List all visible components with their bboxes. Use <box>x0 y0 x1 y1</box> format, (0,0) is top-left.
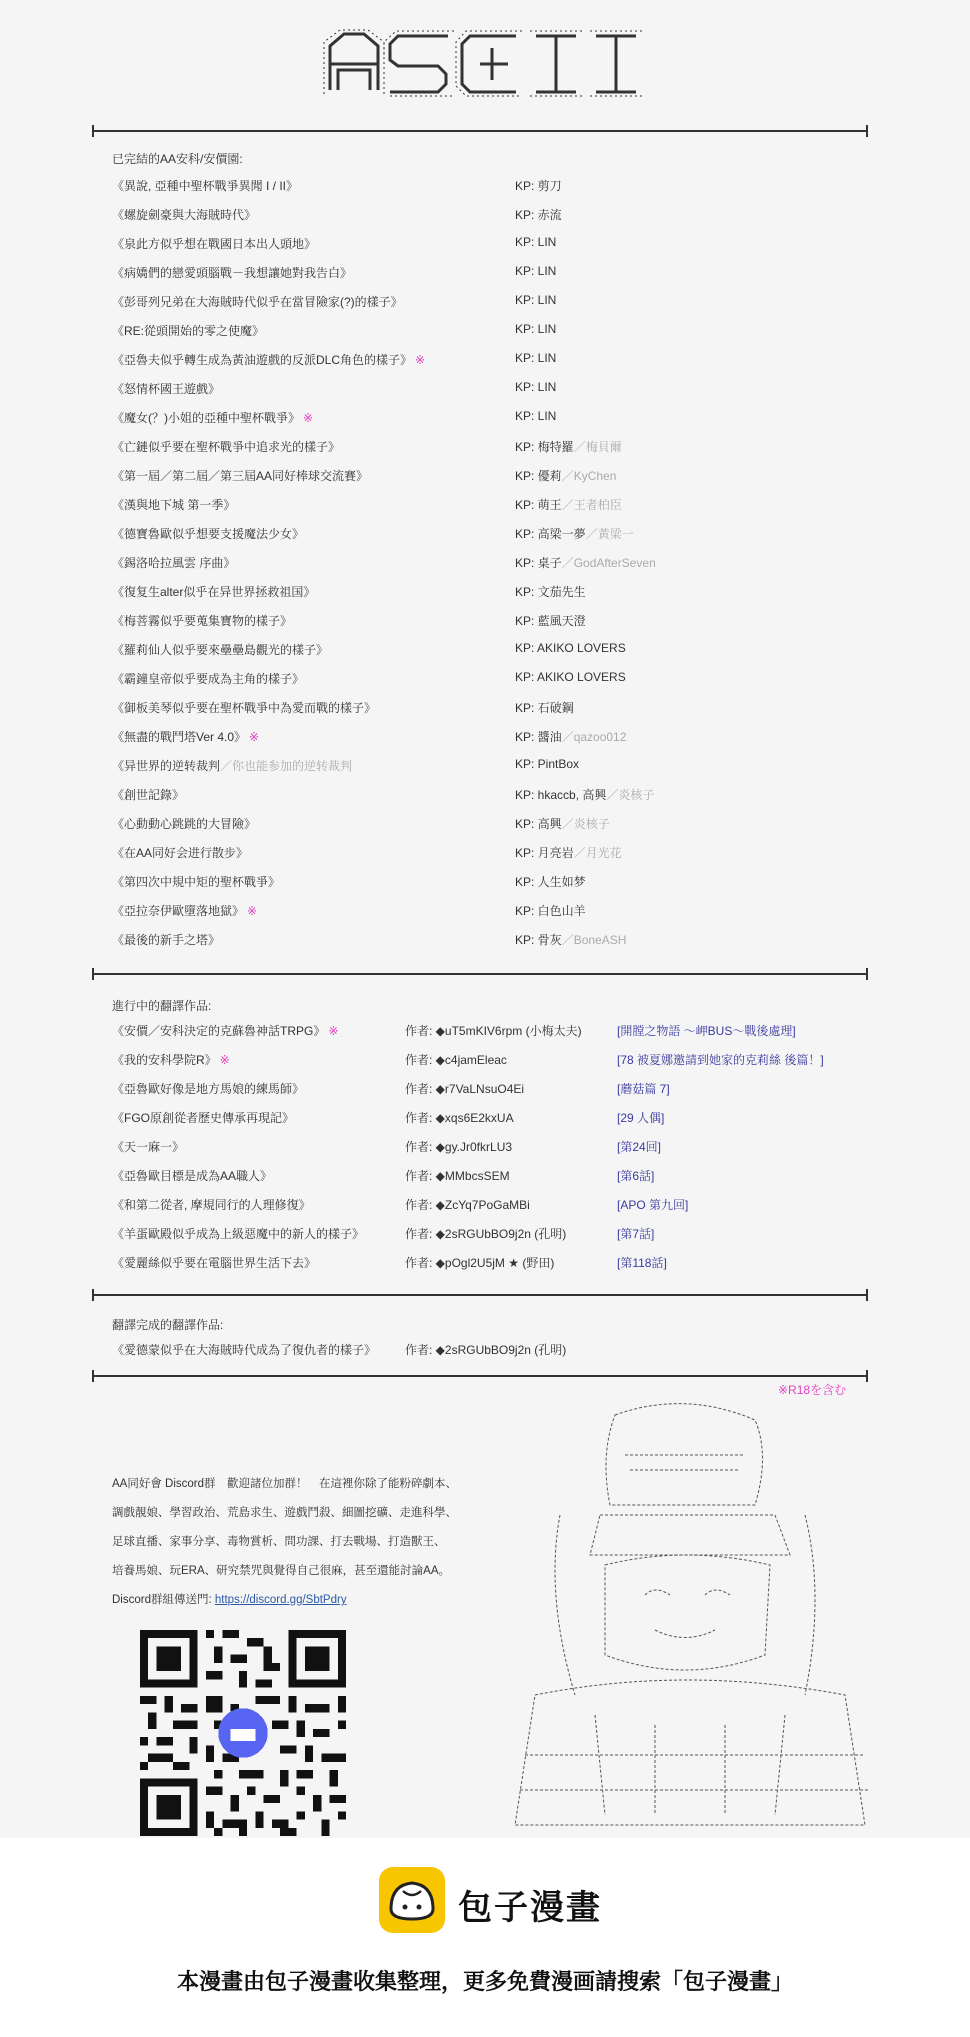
ascii-logo <box>320 28 650 98</box>
completed-item <box>112 380 872 404</box>
item-kp-text: KP: 文茄先生 <box>515 585 586 599</box>
item-title <box>112 873 280 890</box>
completed-item <box>112 757 872 781</box>
item-status-link[interactable]: [第7話] <box>617 1227 655 1241</box>
ongoing-section-title: 進行中的翻譯作品: <box>112 999 212 1013</box>
item-status-link[interactable]: [78 被夏娜邀請到她家的克莉絲 後篇！] <box>617 1053 824 1067</box>
item-status-link[interactable]: [29 人偶] <box>617 1111 665 1125</box>
item-author: 作者: ◆MMbcsSEM <box>405 1169 510 1183</box>
completed-item <box>112 351 872 375</box>
item-author: 作者: ◆c4jamEleac <box>405 1053 507 1067</box>
item-kp-alt: ／月光花 <box>573 846 622 860</box>
completed-item <box>112 873 872 897</box>
item-kp-text: KP: AKIKO LOVERS <box>515 670 626 684</box>
discord-link[interactable]: https://discord.gg/SbtPdry <box>214 1594 347 1606</box>
item-kp <box>515 525 634 542</box>
completed-item <box>112 438 872 462</box>
item-kp <box>515 612 586 629</box>
item-kp <box>515 438 622 455</box>
ongoing-item <box>112 1167 872 1191</box>
item-title <box>112 1167 272 1184</box>
discord-line: 足球直播、家事分享、毒物賞析、問功課、打去戰場、打造獸王、 <box>112 1536 446 1548</box>
item-kp-text: KP: LIN <box>515 264 557 278</box>
item-title <box>112 1138 184 1155</box>
item-title-text: 《天一麻一》 <box>112 1140 185 1154</box>
item-title-text: 《彭哥列兄弟在大海賊時代似乎在當冒險家(?)的樣子》 <box>112 295 403 309</box>
item-title-text: 《异世界的逆转裁判 <box>112 759 221 773</box>
item-kp <box>515 902 586 919</box>
completed-item <box>112 264 872 288</box>
item-status-link[interactable]: [開膛之物語 ～岬BUS～戰後處理] <box>617 1024 796 1038</box>
divider <box>92 973 868 975</box>
item-kp-alt: ／梅貝爾 <box>573 440 622 454</box>
item-kp-text: KP: LIN <box>515 235 557 249</box>
item-title <box>112 902 257 919</box>
item-title-text: 《我的安科學院R》 <box>112 1053 217 1067</box>
item-title-text: 《錫洛哈拉風雲 序曲》 <box>112 556 236 570</box>
item-kp-alt: ／BoneASH <box>561 933 627 947</box>
item-kp <box>515 873 586 890</box>
item-title-text: 《第一屆／第二屆／第三屆AA同好棒球交流賽》 <box>112 469 369 483</box>
item-kp-alt: ／qazoo012 <box>561 730 627 744</box>
r18-note: ※R18を含む <box>778 1383 847 1397</box>
item-title <box>112 467 368 484</box>
item-title <box>112 728 259 745</box>
item-title <box>112 438 340 455</box>
item-title-text: 《RE:從頭開始的零之使魔》 <box>112 324 265 338</box>
completed-item <box>112 844 872 868</box>
item-kp-text: KP: 醬油 <box>515 730 562 744</box>
item-title-text: 《梅菩霧似乎要蒐集寶物的樣子》 <box>112 614 293 628</box>
item-kp <box>515 264 556 278</box>
discord-line: AA同好會 Discord群 歡迎諸位加群！ 在這裡你除了能粉碎劇本、 <box>112 1478 458 1490</box>
item-title-text: 《羊蛋歐殿似乎成為上級惡魔中的新人的樣子》 <box>112 1227 365 1241</box>
item-kp-text: KP: LIN <box>515 409 557 423</box>
item-kp-text: KP: LIN <box>515 293 557 307</box>
item-kp <box>515 235 556 249</box>
item-kp <box>515 409 556 423</box>
item-title-text: 《亞魯歐好像是地方馬娘的練馬師》 <box>112 1082 305 1096</box>
footer-brand: 包子漫畫 <box>458 1889 602 1927</box>
item-author: 作者: ◆xqs6E2kxUA <box>405 1111 514 1125</box>
item-title <box>112 177 298 194</box>
item-title <box>112 380 220 397</box>
item-kp-text: KP: hkaccb, 高興 <box>515 788 607 802</box>
item-kp-text: KP: 骨灰 <box>515 933 562 947</box>
ongoing-item <box>112 1196 872 1220</box>
discord-line: 調戲靚娘、學習政治、荒島求生、遊戲鬥殺、細圖挖礦、走進科學、 <box>112 1507 457 1519</box>
item-kp <box>515 380 556 394</box>
r18-mark: ※ <box>328 1024 339 1038</box>
item-author: 作者: ◆gy.Jr0fkrLU3 <box>405 1140 513 1154</box>
item-title-text: 《御板美琴似乎要在聖杯戰爭中為愛而戰的樣子》 <box>112 701 377 715</box>
item-kp-text: KP: 桌子 <box>515 556 562 570</box>
item-title <box>112 699 376 716</box>
item-kp <box>515 641 626 655</box>
item-title <box>112 612 292 629</box>
item-kp <box>515 728 626 745</box>
item-kp-text: KP: AKIKO LOVERS <box>515 641 626 655</box>
completed-item <box>112 641 872 665</box>
discord-link-label: Discord群組傳送門: <box>112 1594 212 1606</box>
discord-link-row <box>112 1586 492 1615</box>
item-title-text: 《螺旋劍豪與大海賊時代》 <box>112 208 257 222</box>
completed-item <box>112 467 872 491</box>
item-status-link[interactable]: [第6話] <box>617 1169 655 1183</box>
item-title-text: 《亞拉奈伊歐墮落地獄》 <box>112 904 245 918</box>
item-kp <box>515 931 626 948</box>
divider <box>92 130 868 132</box>
item-title <box>112 235 316 252</box>
r18-mark: ※ <box>303 411 314 425</box>
item-title <box>112 322 264 339</box>
item-kp-text: KP: 剪刀 <box>515 179 562 193</box>
item-kp <box>515 554 656 571</box>
item-kp <box>515 757 579 771</box>
item-title-text: 《安價／安科決定的克蘇魯神話TRPG》 <box>112 1024 326 1038</box>
item-title <box>112 409 313 426</box>
item-kp-alt: ／炎核子 <box>606 788 655 802</box>
stopped-section-title: 翻譯完成的翻譯作品: <box>112 1318 224 1332</box>
r18-mark: ※ <box>219 1053 230 1067</box>
item-kp-alt: ／KyChen <box>561 469 617 483</box>
completed-item <box>112 815 872 839</box>
completed-item <box>112 525 872 549</box>
item-kp <box>515 177 562 194</box>
item-title <box>112 1051 230 1068</box>
item-title-text: 《亡鏈似乎要在聖杯戰爭中追求光的樣子》 <box>112 440 341 454</box>
item-title <box>112 1225 364 1242</box>
completed-item <box>112 902 872 926</box>
item-kp <box>515 206 562 223</box>
item-title-text: 《在AA同好会进行散步》 <box>112 846 249 860</box>
item-kp-text: KP: LIN <box>515 380 557 394</box>
item-kp-alt: ／GodAfterSeven <box>561 556 656 570</box>
completed-item <box>112 583 872 607</box>
item-kp <box>515 583 586 600</box>
item-title-text: 《泉此方似乎想在戰國日本出人頭地》 <box>112 237 317 251</box>
item-kp <box>515 496 622 513</box>
item-title-text: 《德寶魯歐似乎想要支援魔法少女》 <box>112 527 305 541</box>
item-title <box>112 1196 311 1213</box>
item-title <box>112 670 304 687</box>
item-kp-text: KP: 優莉 <box>515 469 562 483</box>
divider <box>92 1294 868 1296</box>
item-status-link[interactable]: [APO 第九回] <box>617 1198 689 1212</box>
item-title: 《愛德蒙似乎在大海賊時代成為了復仇者的樣子》 <box>112 1343 377 1357</box>
item-status-link[interactable]: [蘑菇篇 7] <box>617 1082 670 1096</box>
item-title-text: 《最後的新手之塔》 <box>112 933 221 947</box>
item-title <box>112 1109 294 1126</box>
r18-mark: ※ <box>247 904 258 918</box>
item-title-text: 《羅莉仙人似乎要來壘壘島觀光的樣子》 <box>112 643 329 657</box>
item-kp <box>515 786 654 803</box>
stopped-item <box>112 1341 872 1365</box>
ongoing-item <box>112 1109 872 1133</box>
item-kp <box>515 670 626 684</box>
item-title <box>112 786 184 803</box>
item-kp-text: KP: LIN <box>515 322 557 336</box>
item-title-text: 《復复生alter似乎在异世界拯救祖国》 <box>112 585 316 599</box>
item-title-text: 《亞魯夫似乎轉生成為黃油遊戲的反派DLC角色的樣子》 <box>112 353 413 367</box>
item-title <box>112 206 256 223</box>
item-kp-alt: ／黃梁一 <box>585 527 634 541</box>
item-author: 作者: ◆2sRGUbBO9j2n (孔明) <box>405 1227 567 1241</box>
completed-item <box>112 322 872 346</box>
completed-item <box>112 293 872 317</box>
item-kp <box>515 467 616 484</box>
ongoing-item <box>112 1080 872 1104</box>
discord-qr-code[interactable] <box>140 1630 346 1836</box>
item-title-text: 《心動動心跳跳的大冒險》 <box>112 817 257 831</box>
completed-item <box>112 786 872 810</box>
completed-item <box>112 728 872 752</box>
item-title-text: 《異說, 亞種中聖杯戰爭異聞 I / II》 <box>112 179 299 193</box>
item-title-text: 《創世記錄》 <box>112 788 185 802</box>
ongoing-item <box>112 1051 872 1075</box>
ongoing-item <box>112 1138 872 1162</box>
item-kp-text: KP: 藍風天澄 <box>515 614 586 628</box>
completed-section-title: 已完結的AA安科/安價園: <box>112 152 243 166</box>
item-status-link[interactable]: [第118話] <box>617 1256 667 1270</box>
item-title-text: 《漢與地下城 第一季》 <box>112 498 236 512</box>
item-title <box>112 554 235 571</box>
item-title-text: 《魔女(？)小姐的亞種中聖杯戰爭》 <box>112 411 300 425</box>
item-title-text: 《無盡的戰鬥塔Ver 4.0》 <box>112 730 247 744</box>
item-title-text: 《霸鐘皇帝似乎要成為主角的樣子》 <box>112 672 305 686</box>
item-author: 作者: ◆r7VaLNsuO4Ei <box>405 1082 525 1096</box>
completed-item <box>112 409 872 433</box>
completed-item <box>112 670 872 694</box>
item-title-alt: ／你也能参加的逆转裁判 <box>220 759 353 773</box>
item-kp-alt: ／炎核子 <box>561 817 610 831</box>
item-kp <box>515 844 622 861</box>
item-title <box>112 757 352 774</box>
ongoing-item <box>112 1022 872 1046</box>
completed-item <box>112 931 872 955</box>
item-title <box>112 1080 304 1097</box>
discord-line: 培養馬娘、玩ERA、研究禁咒與覺得自己很麻，甚至還能討論AA。 <box>112 1565 450 1577</box>
completed-item <box>112 177 872 201</box>
item-kp-alt: ／王者柏臣 <box>561 498 622 512</box>
item-title <box>112 496 235 513</box>
baozi-logo-icon <box>377 1865 447 1935</box>
item-title-text: 《亞魯歐目標是成為AA職人》 <box>112 1169 273 1183</box>
item-author: 作者: ◆ZcYq7PoGaMBi <box>405 1198 530 1212</box>
item-kp <box>515 322 556 336</box>
item-title <box>112 351 425 368</box>
item-title <box>112 931 220 948</box>
footer-text: 本漫畫由包子漫畫收集整理，更多免費漫画請搜索「包子漫畫」 <box>176 1969 793 1994</box>
item-title-text: 《病嬌們的戀愛頭腦戰－我想讓她對我告白》 <box>112 266 353 280</box>
item-title <box>112 1022 338 1039</box>
item-title <box>112 1254 316 1271</box>
item-status-link[interactable]: [第24回] <box>617 1140 662 1154</box>
item-title-text: 《怒情杯國王遊戲》 <box>112 382 221 396</box>
completed-item <box>112 206 872 230</box>
ongoing-item <box>112 1254 872 1278</box>
item-author: 作者: ◆uT5mKIV6rpm (小梅太夫) <box>405 1024 582 1038</box>
item-kp-text: KP: 高興 <box>515 817 562 831</box>
item-title <box>112 815 256 832</box>
item-title <box>112 264 352 281</box>
completed-item <box>112 612 872 636</box>
item-title-text: 《和第二從者, 摩規同行的人理修復》 <box>112 1198 311 1212</box>
item-kp-text: KP: 白色山羊 <box>515 904 586 918</box>
ascii-art-figure <box>505 1395 885 1835</box>
item-kp-text: KP: PintBox <box>515 757 580 771</box>
item-title <box>112 844 248 861</box>
item-author: 作者: ◆2sRGUbBO9j2n (孔明) <box>405 1343 567 1357</box>
item-kp-text: KP: 月亮岩 <box>515 846 574 860</box>
ongoing-item <box>112 1225 872 1249</box>
item-kp <box>515 351 556 365</box>
item-kp-text: KP: 人生如梦 <box>515 875 586 889</box>
item-kp-text: KP: 萌王 <box>515 498 562 512</box>
item-title-text: 《愛麗絲似乎要在電腦世界生活下去》 <box>112 1256 317 1270</box>
item-kp-text: KP: 石破鋼 <box>515 701 574 715</box>
item-author: 作者: ◆pOgl2U5jM ★ (野田) <box>405 1256 555 1270</box>
completed-item <box>112 554 872 578</box>
item-title-text: 《第四次中規中矩的聖杯戰爭》 <box>112 875 281 889</box>
item-kp-text: KP: 梅特羅 <box>515 440 574 454</box>
item-kp-text: KP: 赤流 <box>515 208 562 222</box>
item-title <box>112 583 315 600</box>
r18-mark: ※ <box>415 353 426 367</box>
completed-item <box>112 235 872 259</box>
r18-mark: ※ <box>249 730 260 744</box>
item-kp-text: KP: 高梁一夢 <box>515 527 586 541</box>
item-title <box>112 641 328 658</box>
divider <box>92 1375 868 1377</box>
item-kp <box>515 815 610 832</box>
item-kp-text: KP: LIN <box>515 351 557 365</box>
completed-item <box>112 699 872 723</box>
item-title-text: 《FGO原創從者歷史傳承再現記》 <box>112 1111 294 1125</box>
item-kp <box>515 699 574 716</box>
completed-item <box>112 496 872 520</box>
discord-info <box>112 1470 492 1615</box>
item-kp <box>515 293 556 307</box>
item-title <box>112 293 403 310</box>
item-title <box>112 525 304 542</box>
